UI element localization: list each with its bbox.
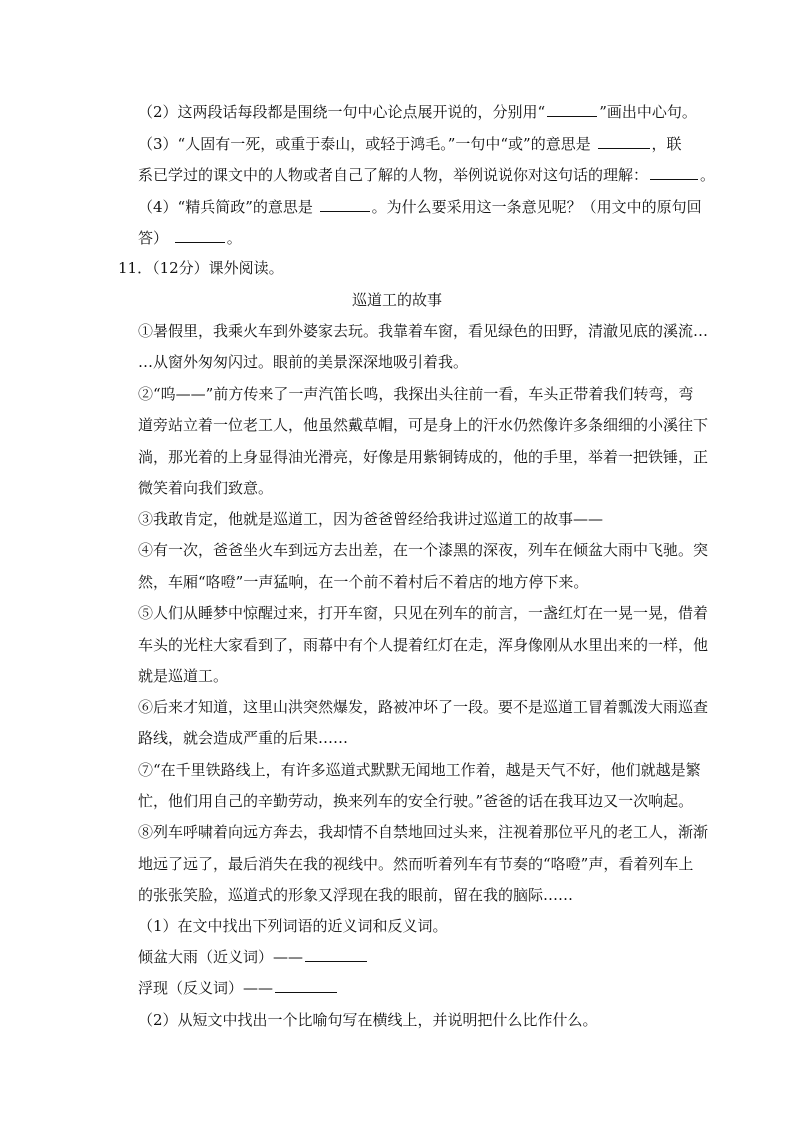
q11-header: 11．（12分）课外阅读。 [118,259,284,277]
passage-title: 巡道工的故事 [351,291,442,309]
para2-line2: 道旁站立着一位老工人，他虽然戴草帽，可是身上的汗水仍然像许多条细细的小溪往下 [138,416,709,434]
q10-part2 [138,102,697,122]
q10-part4-line1 [138,197,702,217]
q10-part2-text-b: ”画出中心句。 [599,103,697,121]
answer-blank[interactable] [650,178,698,180]
para3-line1: ③我敢肯定，他就是巡道工，因为爸爸曾经给我讲过巡道工的故事—— [138,510,604,528]
q10-part3-line1 [138,134,682,154]
answer-blank[interactable] [175,241,225,243]
para2-line3: 淌，那光着的上身显得油光滑亮，好像是用紫铜铸成的，他的手里，举着一把铁锤，正 [138,448,709,466]
q10-part3-text-c: 系已学过的课文中的人物或者自己了解的人物，举例说说你对这句话的理解： [138,166,649,184]
sub-question-1: （1）在文中找出下列词语的近义词和反义词。 [138,917,448,935]
para6-line1: ⑥后来才知道，这里山洪突然爆发，路被冲坏了一段。要不是巡道工冒着瓢泼大雨巡查 [138,698,709,716]
answer-blank[interactable] [305,960,367,962]
q10-part4-text-c: 答） [138,229,173,247]
para7-line2: 忙，他们用自己的辛勤劳动，换来列车的安全行驶。”爸爸的话在我耳边又一次响起。 [138,792,694,810]
para8-line3: 的张张笑脸，巡道式的形象又浮现在我的眼前，留在我的脑际…… [138,886,574,904]
para1-line1: ①暑假里，我乘火车到外婆家去玩。我靠着车窗，看见绿色的田野，清澈见底的溪流… [138,322,709,340]
para4-line1: ④有一次，爸爸坐火车到远方去出差，在一个漆黑的深夜，列车在倾盆大雨中飞驰。突 [138,541,709,559]
para5-line1: ⑤人们从睡梦中惊醒过来，打开车窗，只见在列车的前言，一盏红灯在一晃一晃，借着 [138,604,709,622]
para1-line2: …从窗外匆匆闪过。眼前的美景深深地吸引着我。 [138,353,469,371]
para4-line2: 然，车厢“咯噔”一声猛响，在一个前不着村后不着店的地方停下来。 [138,573,589,591]
sub-question-1a-text: 倾盆大雨（近义词）—— [138,948,304,966]
q10-part4-line2 [138,228,242,248]
q10-part2-text-a: （2）这两段话每段都是围绕一句中心论点展开说的，分别用“ [138,103,546,121]
answer-blank[interactable] [598,147,650,149]
para2-line1: ②“呜——”前方传来了一声汽笛长鸣，我探出头往前一看，车头正带着我们转弯，弯 [138,385,694,403]
q10-part3-text-d: 。 [700,166,716,184]
q10-part4-text-b: 。为什么要采用这一条意见呢？（用文中的原句回 [371,198,702,216]
q10-part3-text-a: （3）“人固有一死，或重于泰山，或轻于鸿毛。”一句中“或”的意思是 [138,135,596,153]
para7-line1: ⑦“在千里铁路线上，有许多巡道式默默无闻地工作着，越是天气不好，他们就越是繁 [138,761,701,779]
para5-line3: 就是巡道工。 [138,667,229,685]
answer-blank[interactable] [547,115,597,117]
sub-question-1b [138,978,339,998]
answer-blank[interactable] [275,991,337,993]
para6-line2: 路线，就会造成严重的后果…… [138,729,349,747]
q10-part3-text-b: ，联 [651,135,682,153]
q10-part4-text-d: 。 [226,229,242,247]
q10-part4-text-a: （4）“精兵简政”的意思是 [138,198,318,216]
para8-line2: 地远了远了，最后消失在我的视线中。然而听着列车有节奏的“咯噔”声，看着列车上 [138,855,694,873]
para8-line1: ⑧列车呼啸着向远方奔去，我却情不自禁地回过头来，注视着那位平凡的老工人，渐渐 [138,823,709,841]
answer-blank[interactable] [320,210,370,212]
para2-line4: 微笑着向我们致意。 [138,479,274,497]
para5-line2: 车头的光柱大家看到了，雨幕中有个人提着红灯在走，浑身像刚从水里出来的一样，他 [138,636,709,654]
sub-question-1b-text: 浮现（反义词）—— [138,979,274,997]
sub-question-1a [138,947,369,967]
q10-part3-line2 [138,165,715,185]
sub-question-2: （2）从短文中找出一个比喻句写在横线上，并说明把什么比作什么。 [138,1011,598,1029]
